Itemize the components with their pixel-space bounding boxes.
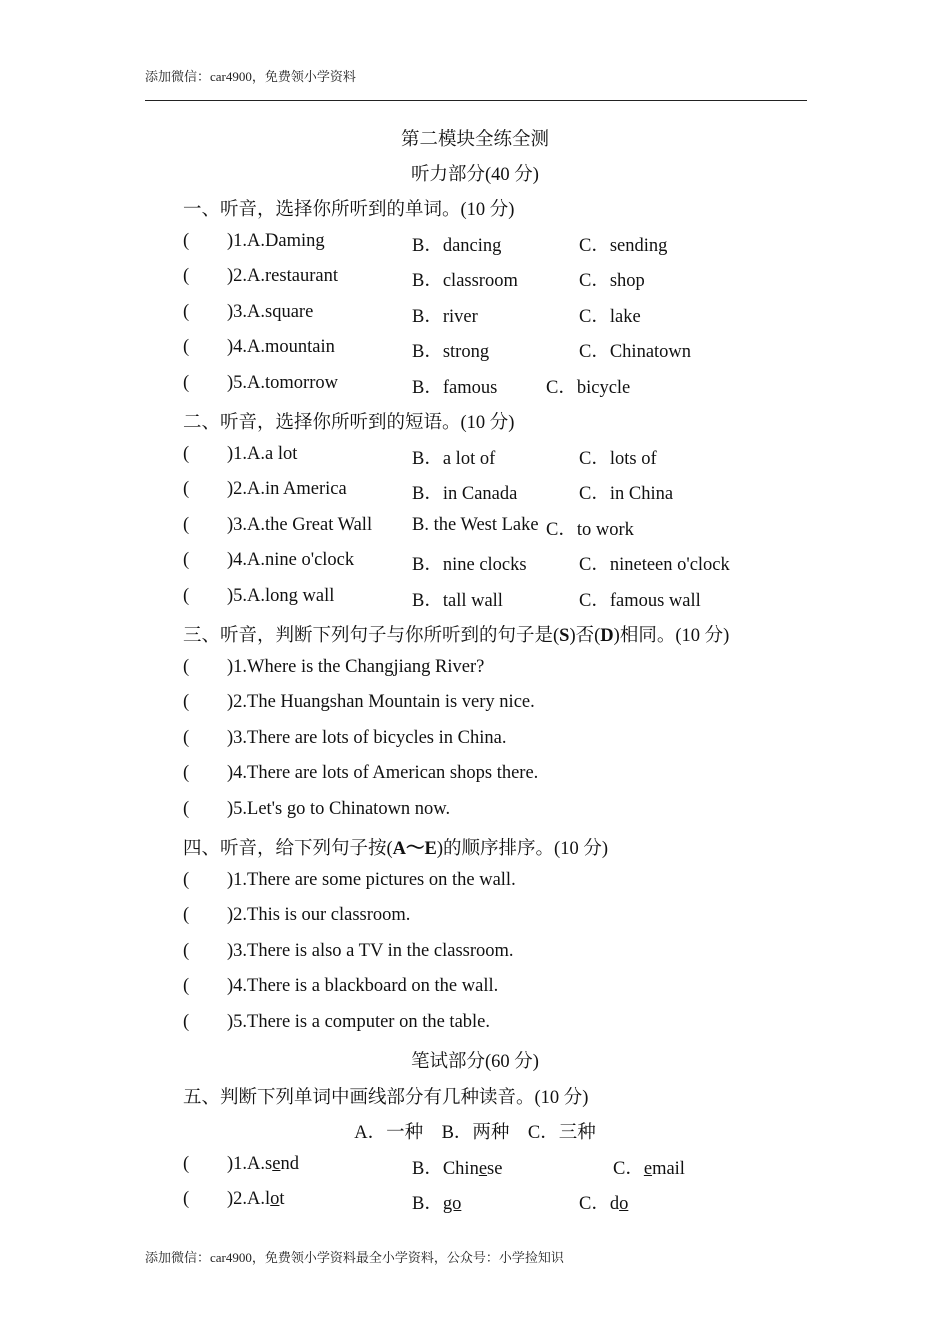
- written-part-title: 笔试部分(60 分): [411, 1052, 539, 1072]
- answer-paren[interactable]: (: [183, 728, 190, 748]
- option-c: [579, 1189, 628, 1215]
- option-b: B．dancing: [412, 236, 502, 256]
- section2-item: [183, 586, 823, 612]
- heading-text: )的顺序排序。(10 分): [436, 839, 608, 859]
- option-c: C．in China: [579, 484, 674, 504]
- answer-paren[interactable]: (: [183, 373, 190, 393]
- section4-item: [183, 976, 823, 1002]
- answer-paren[interactable]: (: [183, 870, 190, 890]
- sentence: )5.Let's go to Chinatown now.: [227, 799, 451, 819]
- sentence: )5.There is a computer on the table.: [227, 1012, 491, 1032]
- answer-paren[interactable]: (: [183, 799, 190, 819]
- answer-paren[interactable]: (: [183, 1154, 190, 1174]
- sentence: )4.There is a blackboard on the wall.: [227, 976, 499, 996]
- header-divider: [145, 100, 807, 101]
- answer-paren[interactable]: (: [183, 515, 190, 535]
- listening-part-title: 听力部分(40 分): [411, 165, 539, 185]
- option-b: [412, 1189, 461, 1215]
- heading-text: 四、听音，给下列句子按(: [183, 839, 393, 859]
- text: C．: [613, 1159, 644, 1179]
- option-b: [412, 1154, 502, 1180]
- option-c: C．nineteen o'clock: [579, 555, 730, 575]
- option-c: C．bicycle: [546, 378, 631, 398]
- option-a: )5.A.tomorrow: [227, 373, 338, 393]
- option-a: )4.A.mountain: [227, 337, 335, 357]
- option-a: )2.A.restaurant: [227, 266, 338, 286]
- answer-paren[interactable]: (: [183, 941, 190, 961]
- option-c: C．to work: [546, 520, 634, 540]
- option-b: B．classroom: [412, 271, 518, 291]
- option-b: B. the West Lake: [412, 515, 539, 535]
- sentence: )1.Where is the Changjiang River?: [227, 657, 485, 677]
- option-c: C．lots of: [579, 449, 657, 469]
- text: C．d: [579, 1194, 620, 1214]
- underlined-letter: e: [272, 1154, 281, 1174]
- option-b: B．strong: [412, 342, 490, 362]
- section4-item: [183, 1012, 823, 1038]
- option-a: )3.A.the Great Wall: [227, 515, 373, 535]
- section3-item: [183, 657, 823, 683]
- section2-item: [183, 444, 823, 470]
- section3-item: [183, 763, 823, 789]
- answer-paren[interactable]: (: [183, 586, 190, 606]
- section2-heading: 二、听音，选择你所听到的短语。(10 分): [183, 413, 515, 433]
- option-c: C．famous wall: [579, 591, 701, 611]
- answer-paren[interactable]: (: [183, 657, 190, 677]
- section5-item: [183, 1154, 823, 1180]
- option-b: B．tall wall: [412, 591, 503, 611]
- answer-paren[interactable]: (: [183, 266, 190, 286]
- page-title: 第二模块全练全测: [400, 130, 549, 150]
- section3-heading: [183, 621, 729, 647]
- option-a: )1.A.a lot: [227, 444, 298, 464]
- option-a: )1.A.Daming: [227, 231, 325, 251]
- answer-paren[interactable]: (: [183, 337, 190, 357]
- section4-item: [183, 905, 823, 931]
- section1-item: [183, 337, 823, 363]
- option-b: B．in Canada: [412, 484, 518, 504]
- text: B．: [412, 1194, 443, 1214]
- underlined-letter: o: [619, 1194, 629, 1214]
- section3-item: [183, 692, 823, 718]
- heading-text: 三、听音，判断下列句子与你所听到的句子是(: [183, 626, 560, 646]
- underlined-letter: e: [643, 1159, 653, 1179]
- heading-text: )相同。(10 分): [613, 626, 730, 646]
- text: )1.A.s: [227, 1154, 273, 1174]
- section5-heading: 五、判断下列单词中画线部分有几种读音。(10 分): [183, 1088, 589, 1108]
- text: nd: [280, 1154, 299, 1174]
- sentence: )3.There are lots of bicycles in China.: [227, 728, 507, 748]
- section2-item: [183, 479, 823, 505]
- header-note: 添加微信：car4900，免费领小学资料: [145, 69, 356, 84]
- option-b: B．famous: [412, 378, 498, 398]
- text: t: [279, 1189, 285, 1209]
- heading-s: S: [559, 626, 570, 646]
- option-b: B．river: [412, 307, 478, 327]
- answer-paren[interactable]: (: [183, 231, 190, 251]
- option-c: C．sending: [579, 236, 668, 256]
- section1-heading: 一、听音，选择你所听到的单词。(10 分): [183, 200, 515, 220]
- section4-heading: [183, 834, 608, 860]
- footer-note: 添加微信：car4900，免费领小学资料最全小学资料，公众号：小学捡知识: [145, 1250, 564, 1265]
- option-c: C．shop: [579, 271, 645, 291]
- underlined-letter: o: [270, 1189, 280, 1209]
- option-b: B．a lot of: [412, 449, 496, 469]
- answer-paren[interactable]: (: [183, 444, 190, 464]
- section1-item: [183, 231, 823, 257]
- answer-paren[interactable]: (: [183, 1189, 190, 1209]
- sentence: )2.The Huangshan Mountain is very nice.: [227, 692, 535, 712]
- heading-text: )否(: [569, 626, 601, 646]
- section2-item: [183, 515, 823, 541]
- option-c: C．lake: [579, 307, 641, 327]
- section1-item: [183, 266, 823, 292]
- sentence: )3.There is also a TV in the classroom.: [227, 941, 514, 961]
- sentence: )4.There are lots of American shops there.: [227, 763, 539, 783]
- section4-item: [183, 870, 823, 896]
- option-a: [227, 1189, 285, 1210]
- option-a: )5.A.long wall: [227, 586, 335, 606]
- text: se: [487, 1159, 503, 1179]
- section4-item: [183, 941, 823, 967]
- section3-item: [183, 799, 823, 825]
- option-b: B．nine clocks: [412, 555, 527, 575]
- option-a: )3.A.square: [227, 302, 314, 322]
- section1-item: [183, 373, 823, 399]
- heading-d: D: [600, 626, 614, 646]
- answer-paren[interactable]: (: [183, 905, 190, 925]
- option-a: )2.A.in America: [227, 479, 347, 499]
- option-c: [613, 1154, 685, 1180]
- section2-item: [183, 550, 823, 576]
- answer-paren[interactable]: (: [183, 976, 190, 996]
- answer-paren[interactable]: (: [183, 479, 190, 499]
- section3-item: [183, 728, 823, 754]
- option-a: )4.A.nine o'clock: [227, 550, 355, 570]
- sentence: )1.There are some pictures on the wall.: [227, 870, 516, 890]
- answer-paren[interactable]: (: [183, 763, 190, 783]
- section1-item: [183, 302, 823, 328]
- answer-paren[interactable]: (: [183, 302, 190, 322]
- underlined-letter: go: [442, 1194, 462, 1214]
- answer-paren[interactable]: (: [183, 692, 190, 712]
- text: B．Chin: [412, 1159, 479, 1179]
- section5-item: [183, 1189, 823, 1215]
- sentence: )2.This is our classroom.: [227, 905, 411, 925]
- answer-paren[interactable]: (: [183, 550, 190, 570]
- heading-range: A～E: [392, 839, 437, 859]
- option-c: C．Chinatown: [579, 342, 692, 362]
- underlined-letter: e: [478, 1159, 488, 1179]
- text: mail: [652, 1159, 685, 1179]
- section5-options: A．一种 B．两种 C．三种: [354, 1123, 596, 1143]
- answer-paren[interactable]: (: [183, 1012, 190, 1032]
- option-a: [227, 1154, 299, 1175]
- text: )2.A.l: [227, 1189, 271, 1209]
